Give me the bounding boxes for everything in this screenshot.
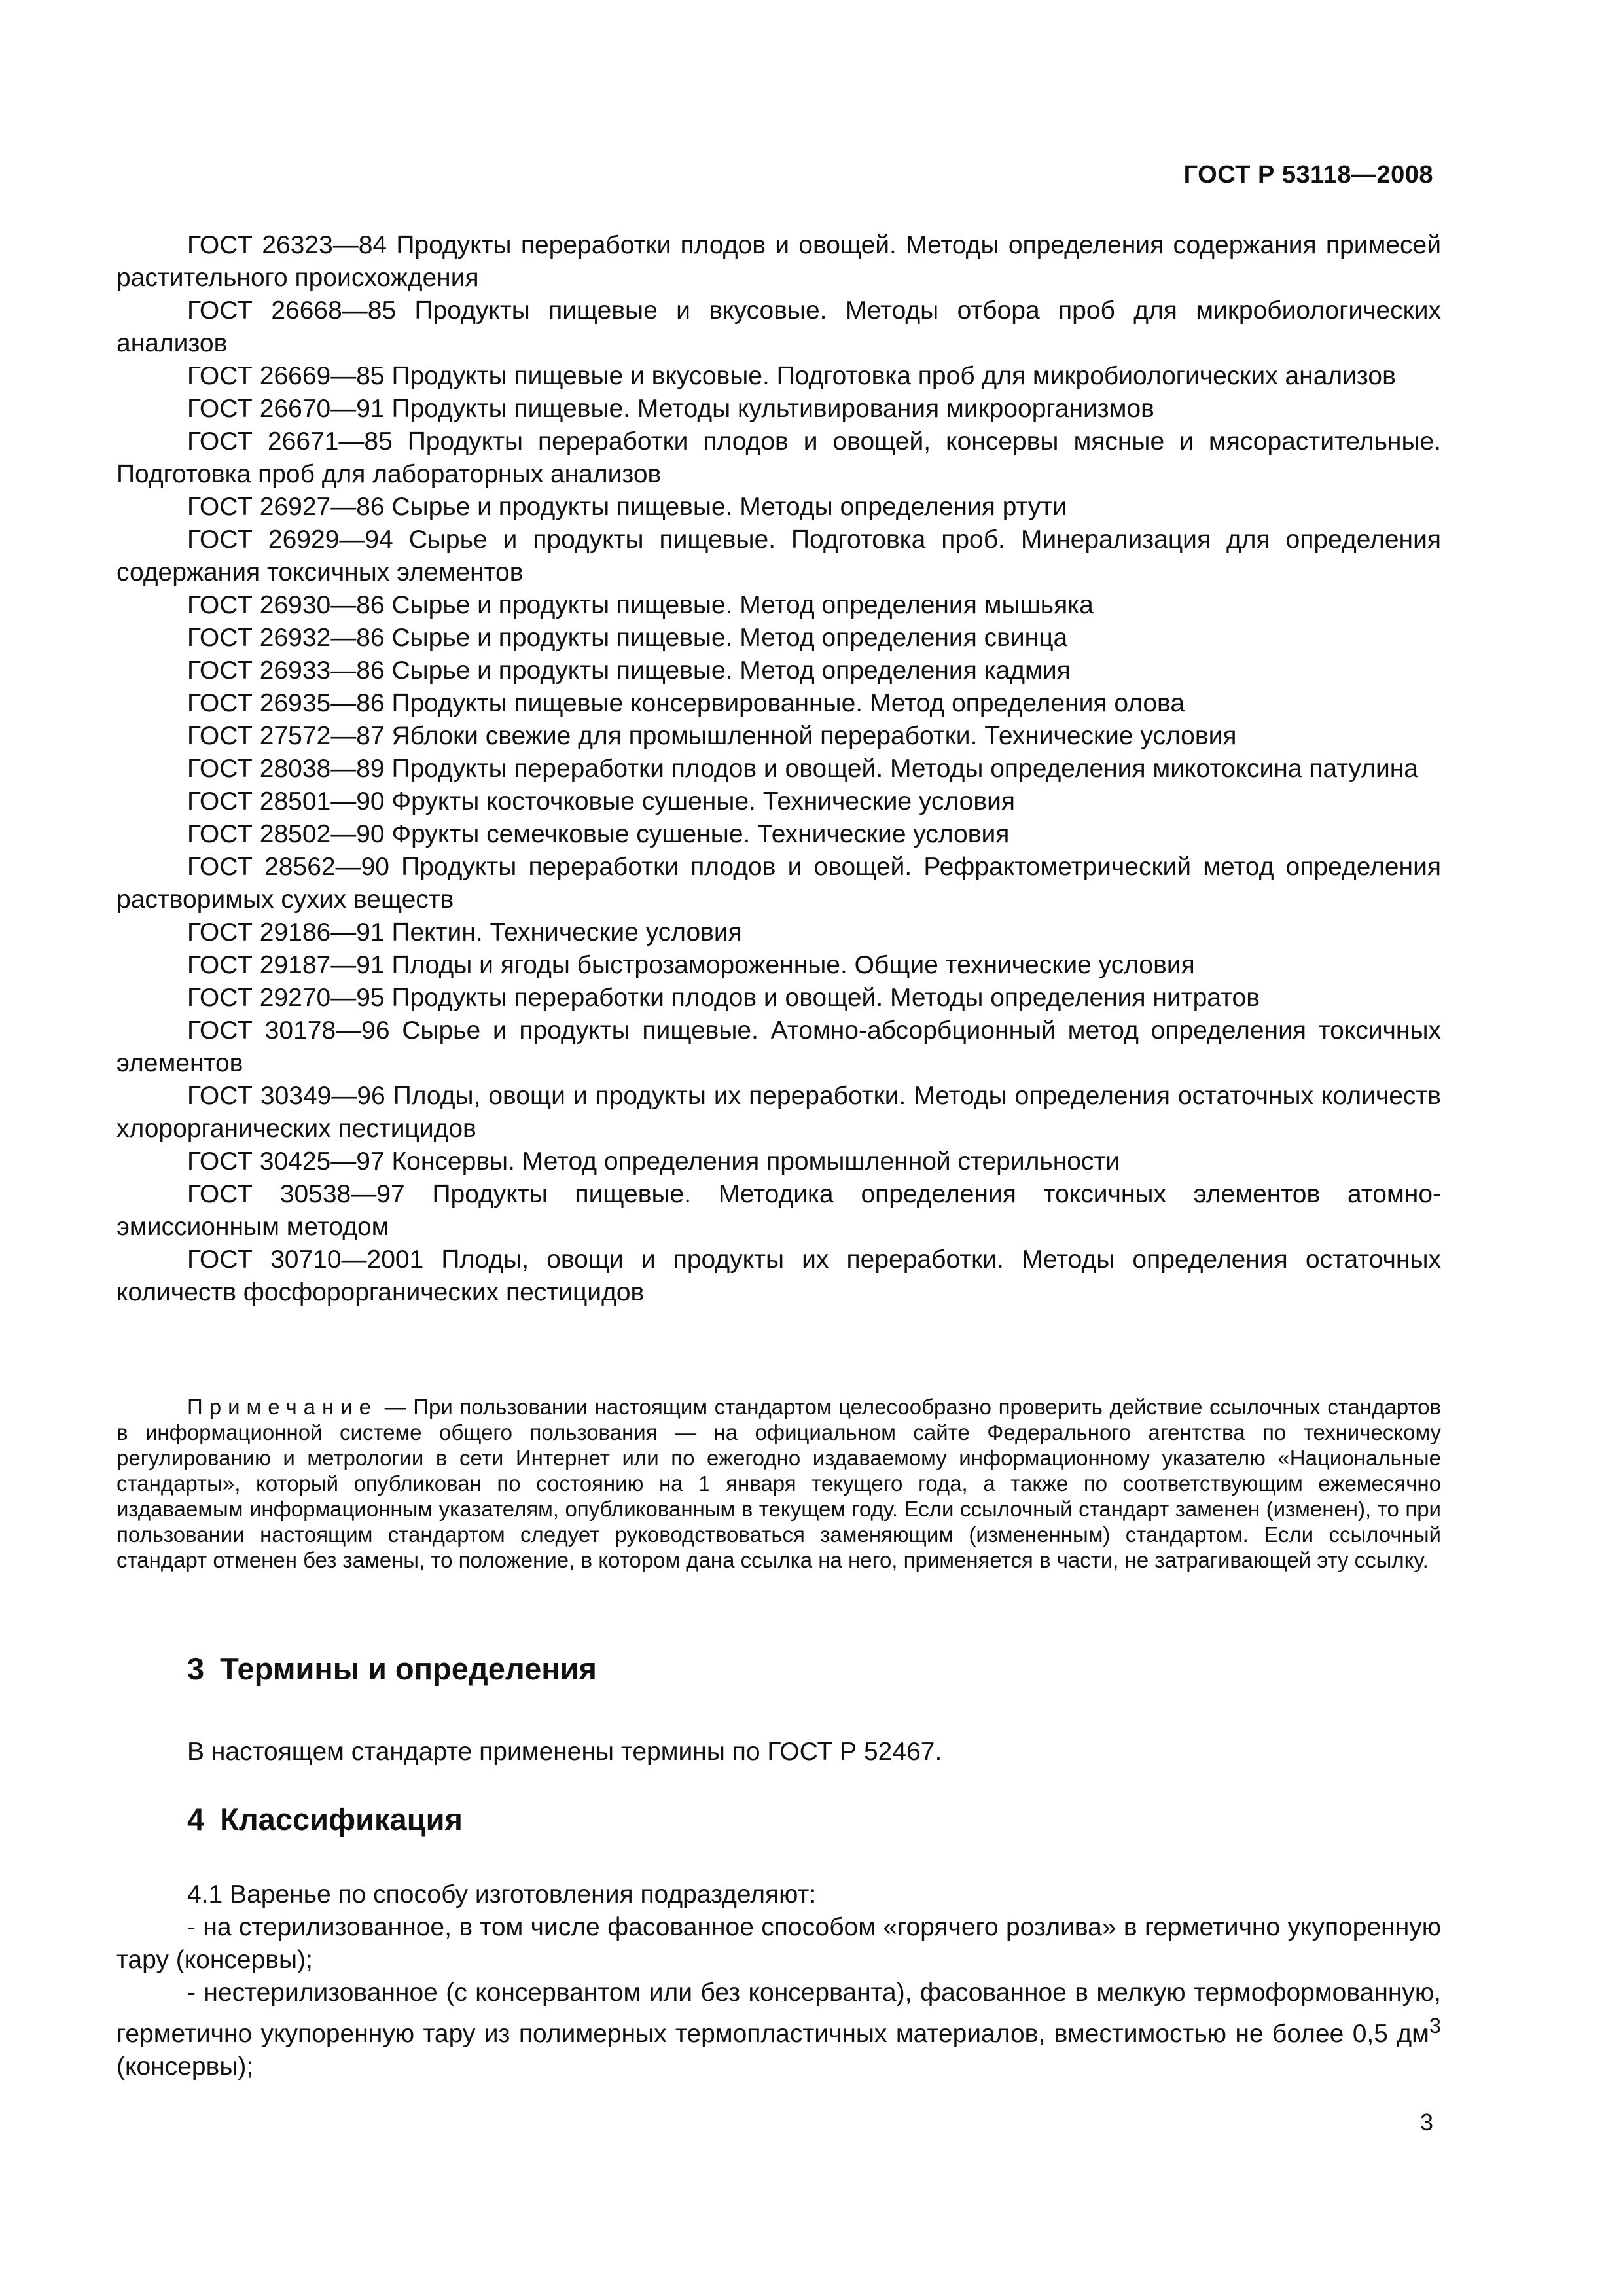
reference-item: ГОСТ 26927—86 Сырье и продукты пищевые. Методы определения ртути <box>187 493 1067 521</box>
section-4-heading <box>187 1801 463 1837</box>
section-3-number: 3 <box>187 1651 205 1686</box>
reference-item: ГОСТ 29187—91 Плоды и ягоды быстрозамороженные. Общие технические условия <box>187 951 1195 979</box>
reference-item: ГОСТ 26669—85 Продукты пищевые и вкусовые. Подготовка проб для микробиологических анализов <box>187 362 1396 390</box>
reference-item: ГОСТ 26930—86 Сырье и продукты пищевые. Метод определения мышьяка <box>187 591 1094 619</box>
section-3-heading <box>187 1651 597 1687</box>
reference-item: ГОСТ 28562—90 Продукты переработки плодов и овощей. Рефрактометрический метод определения растворимых сухих веществ <box>116 853 1441 914</box>
reference-item: ГОСТ 26929—94 Сырье и продукты пищевые. Подготовка проб. Минерализация для определения содержания токсичных элементов <box>116 526 1441 586</box>
reference-item: ГОСТ 26323—84 Продукты переработки плодов и овощей. Методы определения содержания примесей растительного происхождения <box>116 231 1441 292</box>
reference-item: ГОСТ 27572—87 Яблоки свежие для промышленной переработки. Технические условия <box>187 722 1237 750</box>
reference-item: ГОСТ 28502—90 Фрукты семечковые сушеные. Технические условия <box>187 820 1010 848</box>
note-label: Примечание <box>187 1395 378 1419</box>
reference-item: ГОСТ 30425—97 Консервы. Метод определения промышленной стерильности <box>187 1147 1120 1175</box>
clause-4-1: 4.1 Варенье по способу изготовления подразделяют: <box>187 1880 817 1909</box>
superscript-3: 3 <box>1429 2014 1441 2037</box>
page-number: 3 <box>1419 2109 1433 2136</box>
reference-item: ГОСТ 26668—85 Продукты пищевые и вкусовые. Методы отбора проб для микробиологических анализов <box>116 296 1441 357</box>
note-text: — При пользовании настоящим стандартом целесообразно проверить действие ссылочных стандартов в информационной системе общего пользования — на официальном сайте Федерального агентства по техническому регулированию и метрологии в сети Интернет или по ежегодно издаваемому информационному указателю «Национальные стандарты», который опубликован по состоянию на 1 января текущего года, а также по соответствующим ежемесячно издаваемым информационным указателям, опубликованным в текущем году. Если ссылочный стандарт заменен (изменен), то при пользовании настоящим стандартом следует руководствоваться заменяющим (измененным) стандартом. Если ссылочный стандарт отменен без замены, то положение, в котором дана ссылка на него, применяется в части, не затрагивающей эту ссылку. <box>116 1395 1441 1572</box>
reference-item: ГОСТ 28038—89 Продукты переработки плодов и овощей. Методы определения микотоксина патулина <box>187 755 1418 783</box>
normative-references-list <box>116 229 1441 1309</box>
reference-item: ГОСТ 29270—95 Продукты переработки плодов и овощей. Методы определения нитратов <box>187 984 1260 1012</box>
reference-item: ГОСТ 28501—90 Фрукты косточковые сушеные. Технические условия <box>187 787 1015 816</box>
list-item-text: - нестерилизованное (с консервантом или без консерванта), фасованное в мелкую термоформованную, герметично укупоренную тару из полимерных термопластичных материалов, вместимостью не более 0,5 дм <box>116 1979 1441 2048</box>
section-3-text: В настоящем стандарте применены термины по ГОСТ Р 52467. <box>187 1738 942 1766</box>
list-item-non-sterilized <box>116 1977 1441 2083</box>
list-item-sterilized: - на стерилизованное, в том числе фасованное способом «горячего розлива» в герметично укупоренную тару (консервы); <box>116 1913 1441 1974</box>
standard-code-header: ГОСТ Р 53118—2008 <box>1183 161 1433 188</box>
reference-item: ГОСТ 30538—97 Продукты пищевые. Методика определения токсичных элементов атомно-эмиссионным методом <box>116 1180 1441 1241</box>
reference-item: ГОСТ 29186—91 Пектин. Технические условия <box>187 918 742 946</box>
reference-item: ГОСТ 26670—91 Продукты пищевые. Методы культивирования микроорганизмов <box>187 395 1154 423</box>
list-item-text-end: (консервы); <box>116 2053 254 2081</box>
note-block <box>116 1394 1441 1573</box>
reference-item: ГОСТ 26671—85 Продукты переработки плодов и овощей, консервы мясные и мясорастительные. Подготовка проб для лабораторных анализов <box>116 427 1441 488</box>
section-4-body <box>116 1878 1441 2083</box>
reference-item: ГОСТ 26932—86 Сырье и продукты пищевые. Метод определения свинца <box>187 624 1068 652</box>
reference-item: ГОСТ 30349—96 Плоды, овощи и продукты их переработки. Методы определения остаточных количеств хлорорганических пестицидов <box>116 1082 1441 1143</box>
section-4-title: Классификация <box>220 1802 463 1837</box>
reference-item: ГОСТ 30178—96 Сырье и продукты пищевые. Атомно-абсорбционный метод определения токсичных элементов <box>116 1016 1441 1077</box>
section-4-number: 4 <box>187 1802 205 1837</box>
reference-item: ГОСТ 26933—86 Сырье и продукты пищевые. Метод определения кадмия <box>187 656 1071 685</box>
reference-item: ГОСТ 30710—2001 Плоды, овощи и продукты их переработки. Методы определения остаточных количеств фосфорорганических пестицидов <box>116 1246 1441 1306</box>
section-3-title: Термины и определения <box>220 1651 597 1686</box>
reference-item: ГОСТ 26935—86 Продукты пищевые консервированные. Метод определения олова <box>187 689 1185 717</box>
